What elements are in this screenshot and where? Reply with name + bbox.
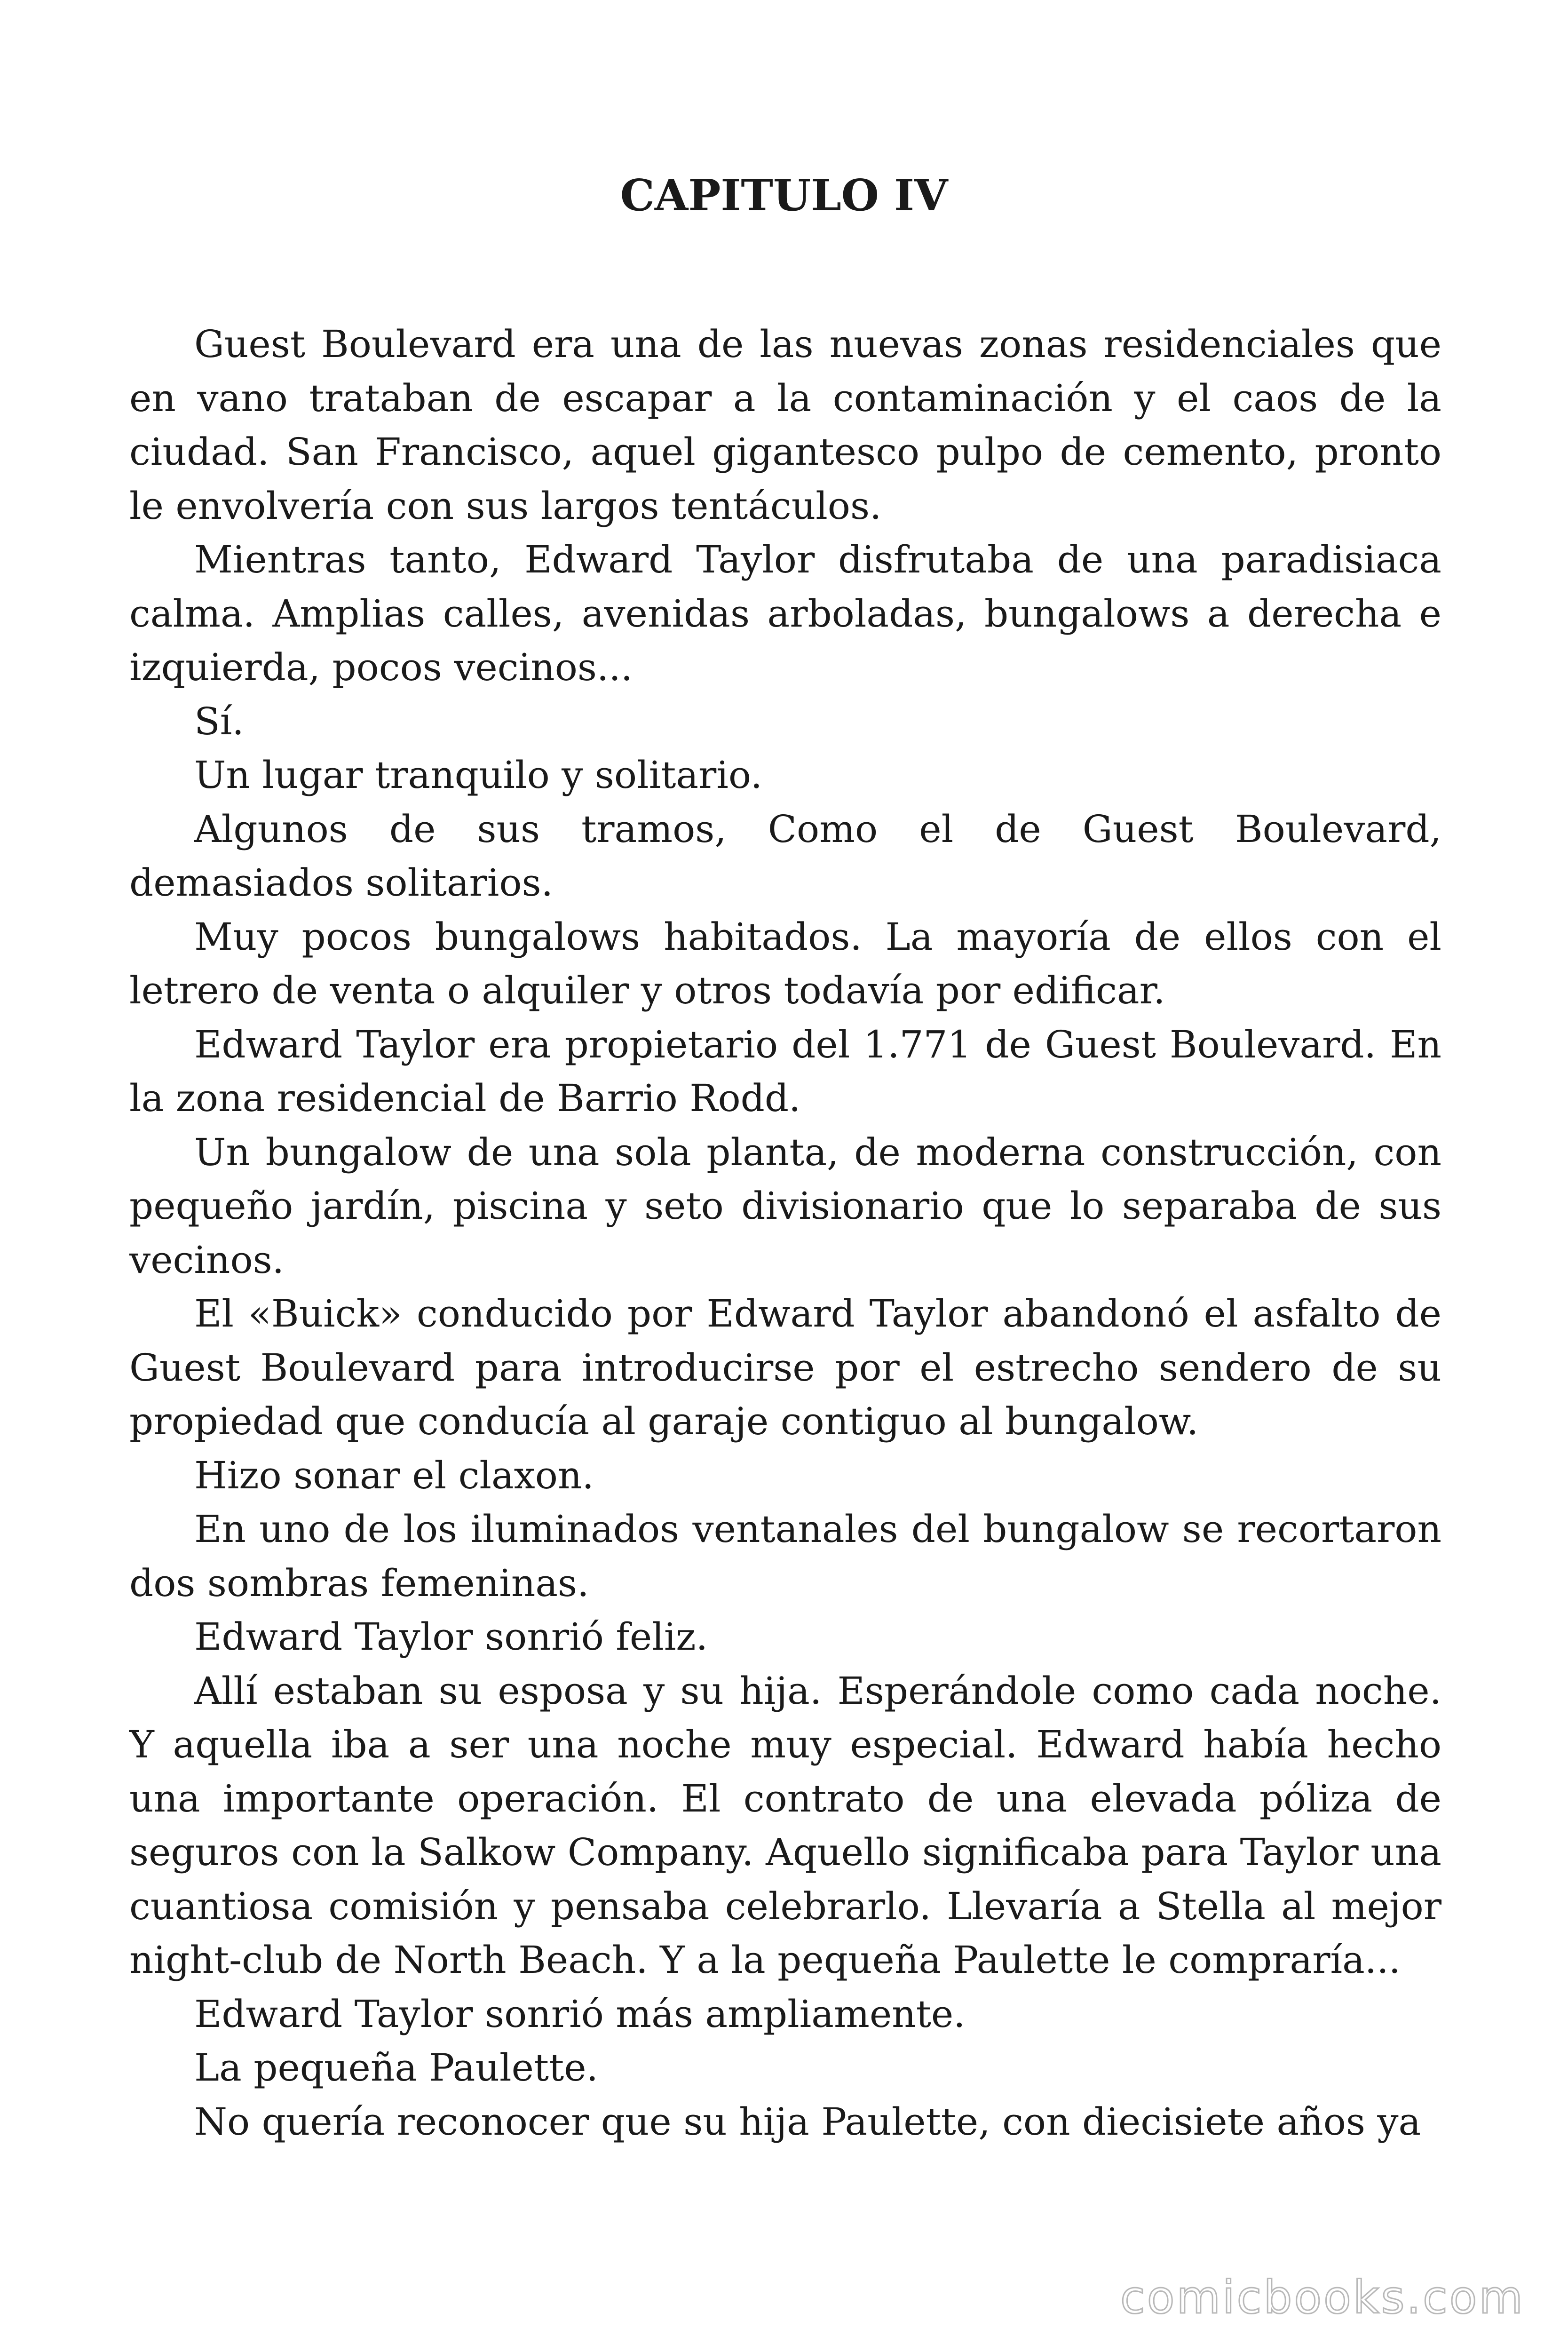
paragraph: Un lugar tranquilo y solitario. xyxy=(194,753,763,797)
paragraph: Un bungalow de una sola planta, de moderna construcción, con pequeño jardín, piscina y seto divisionario que lo separaba de sus vecinos. xyxy=(129,1130,1441,1282)
paragraph: Algunos de sus tramos, Como el de Guest Boulevard, demasiados solitarios. xyxy=(129,807,1441,905)
paragraph: La pequeña Paulette. xyxy=(194,2046,598,2090)
paragraph: Muy pocos bungalows habitados. La mayoría de ellos con el letrero de venta o alquiler y otros todavía por edificar. xyxy=(129,914,1441,1012)
paragraph: Guest Boulevard era una de las nuevas zonas residenciales que en vano trataban de escapar a la contaminación y el caos de la ciudad. San Francisco, aquel gigantesco pulpo de cemento, pronto le envolvería con sus largos tentáculos. xyxy=(129,322,1441,528)
paragraph: Mientras tanto, Edward Taylor disfrutaba de una paradisiaca calma. Amplias calles, avenidas arboladas, bungalows a derecha e izquierda, pocos vecinos... xyxy=(129,538,1441,689)
paragraph: El «Buick» conducido por Edward Taylor abandonó el asfalto de Guest Boulevard para introducirse por el estrecho sendero de su propiedad que conducía al garaje contiguo al bungalow. xyxy=(129,1292,1441,1443)
paragraph: No quería reconocer que su hija Paulette, con diecisiete años ya xyxy=(194,2099,1421,2144)
paragraph: Edward Taylor era propietario del 1.771 de Guest Boulevard. En la zona residencial de Barrio Rodd. xyxy=(129,1022,1441,1120)
watermark: comicbooks.com xyxy=(1120,2271,1525,2324)
paragraph: En uno de los iluminados ventanales del bungalow se recortaron dos sombras femeninas. xyxy=(129,1507,1441,1605)
chapter-body xyxy=(129,318,1441,2149)
paragraph: Allí estaban su esposa y su hija. Esperándole como cada noche. Y aquella iba a ser una noche muy especial. Edward había hecho una importante operación. El contrato de una elevada póliza de seguros con la Salkow Company. Aquello significaba para Taylor una cuantiosa comisión y pensaba celebrarlo. Llevaría a Stella al mejor night-club de North Beach. Y a la pequeña Paulette le compraría... xyxy=(129,1669,1441,1982)
chapter-title: CAPITULO IV xyxy=(620,170,948,221)
paragraph: Hizo sonar el claxon. xyxy=(194,1453,594,1497)
paragraph: Sí. xyxy=(194,699,244,743)
paragraph: Edward Taylor sonrió feliz. xyxy=(194,1615,708,1659)
paragraph: Edward Taylor sonrió más ampliamente. xyxy=(194,1992,966,2036)
